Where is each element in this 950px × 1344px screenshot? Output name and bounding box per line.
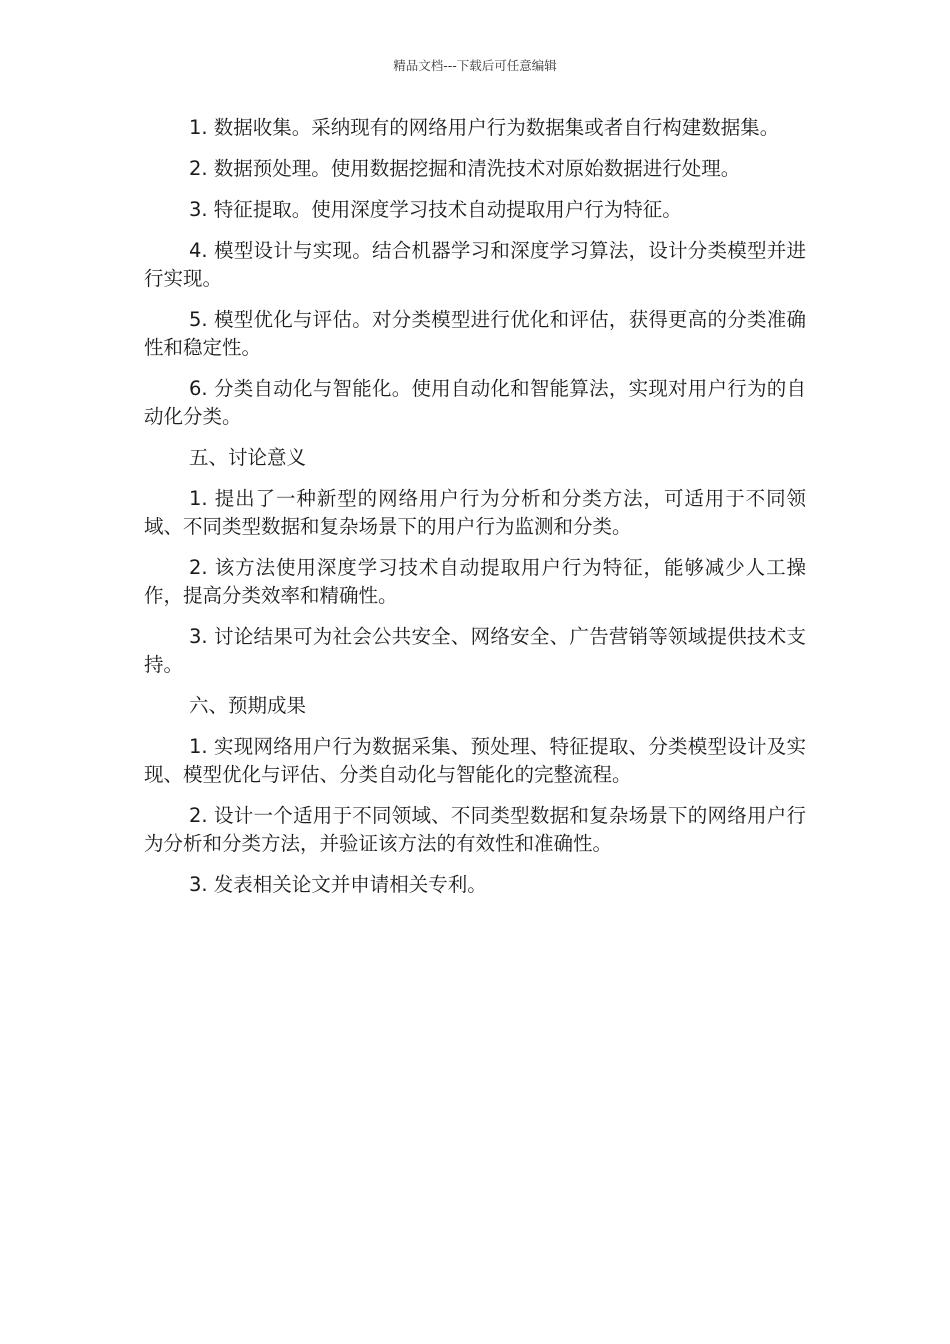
page-header: 精品文档---下载后可任意编辑 — [393, 58, 557, 73]
paragraph-method-5: 5. 模型优化与评估。对分类模型进行优化和评估，获得更高的分类准确性和稳定性。 — [144, 308, 806, 359]
paragraph-method-1: 1. 数据收集。采纳现有的网络用户行为数据集或者自行构建数据集。 — [189, 116, 780, 139]
paragraph-outcome-3: 3. 发表相关论文并申请相关专利。 — [189, 873, 487, 896]
paragraph-method-6: 6. 分类自动化与智能化。使用自动化和智能算法，实现对用户行为的自动化分类。 — [144, 377, 806, 428]
paragraph-method-3: 3. 特征提取。使用深度学习技术自动提取用户行为特征。 — [189, 198, 682, 221]
section-heading-significance: 五、讨论意义 — [189, 446, 307, 469]
section-heading-outcomes: 六、预期成果 — [189, 694, 307, 717]
paragraph-significance-1: 1. 提出了一种新型的网络用户行为分析和分类方法，可适用于不同领域、不同类型数据和复杂场景下的用户行为监测和分类。 — [144, 487, 806, 538]
paragraph-outcome-1: 1. 实现网络用户行为数据采集、预处理、特征提取、分类模型设计及实现、模型优化与评估、分类自动化与智能化的完整流程。 — [144, 735, 806, 786]
paragraph-method-4: 4. 模型设计与实现。结合机器学习和深度学习算法，设计分类模型并进行实现。 — [144, 239, 806, 290]
paragraph-method-2: 2. 数据预处理。使用数据挖掘和清洗技术对原始数据进行处理。 — [189, 157, 741, 180]
document-body — [144, 114, 806, 912]
paragraph-outcome-2: 2. 设计一个适用于不同领域、不同类型数据和复杂场景下的网络用户行为分析和分类方法，并验证该方法的有效性和准确性。 — [144, 804, 806, 855]
paragraph-significance-2: 2. 该方法使用深度学习技术自动提取用户行为特征，能够减少人工操作，提高分类效率和精确性。 — [144, 556, 806, 607]
paragraph-significance-3: 3. 讨论结果可为社会公共安全、网络安全、广告营销等领域提供技术支持。 — [144, 625, 806, 676]
